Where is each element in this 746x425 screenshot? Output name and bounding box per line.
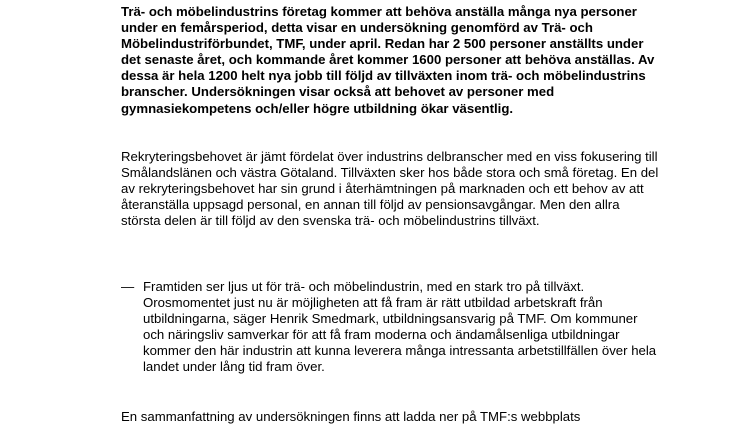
quote-text: Framtiden ser ljus ut för trä- och möbelindustrin, med en stark tro på tillväxt. Orosmomentet just nu är möjligheten att få fram är rätt utbildad arbetskraft från utbildningarna, säger Henrik Smedmark, utbildningsansvarig på TMF. Om kommuner och näringsliv samverkar för att få fram moderna och ändamålsenliga utbildningar kommer den här industrin att kunna leverera många intressanta arbetstillfällen över hela landet under lång tid fram över. bbox=[143, 279, 657, 375]
lead-paragraph: Trä- och möbelindustrins företag kommer att behöva anställa många nya personer under en femårsperiod, detta visar en undersökning genomförd av Trä- och Möbelindustriförbundet, TMF, under april. Redan har 2 500 personer anställts under det senaste året, och kommande året kommer 1600 personer att behöva anställas. Av dessa är hela 1200 helt nya jobb till följd av tillväxten inom trä- och möbelindustrins branscher. Undersökningen visar också att behovet av personer med gymnasiekompetens och/eller högre utbildning ökar väsentlig. bbox=[121, 4, 655, 116]
quote-dash: — bbox=[121, 279, 135, 294]
footer-paragraph: En sammanfattning av undersökningen finns att ladda ner på TMF:s webbplats bbox=[121, 409, 581, 424]
body-paragraph: Rekryteringsbehovet är jämt fördelat över industrins delbranscher med en viss fokusering till Smålandslänen och västra Götaland. Tillväxten sker hos både stora och små företag. En del av rekryteringsbehovet har sin grund i återhämtningen på marknaden och ett behov av att återanställa uppsagd personal, en annan till följd av pensionsavgångar. Men den allra största delen är till följd av den svenska trä- och möbelindustrins tillväxt. bbox=[121, 149, 659, 229]
quote-paragraph bbox=[121, 279, 661, 376]
